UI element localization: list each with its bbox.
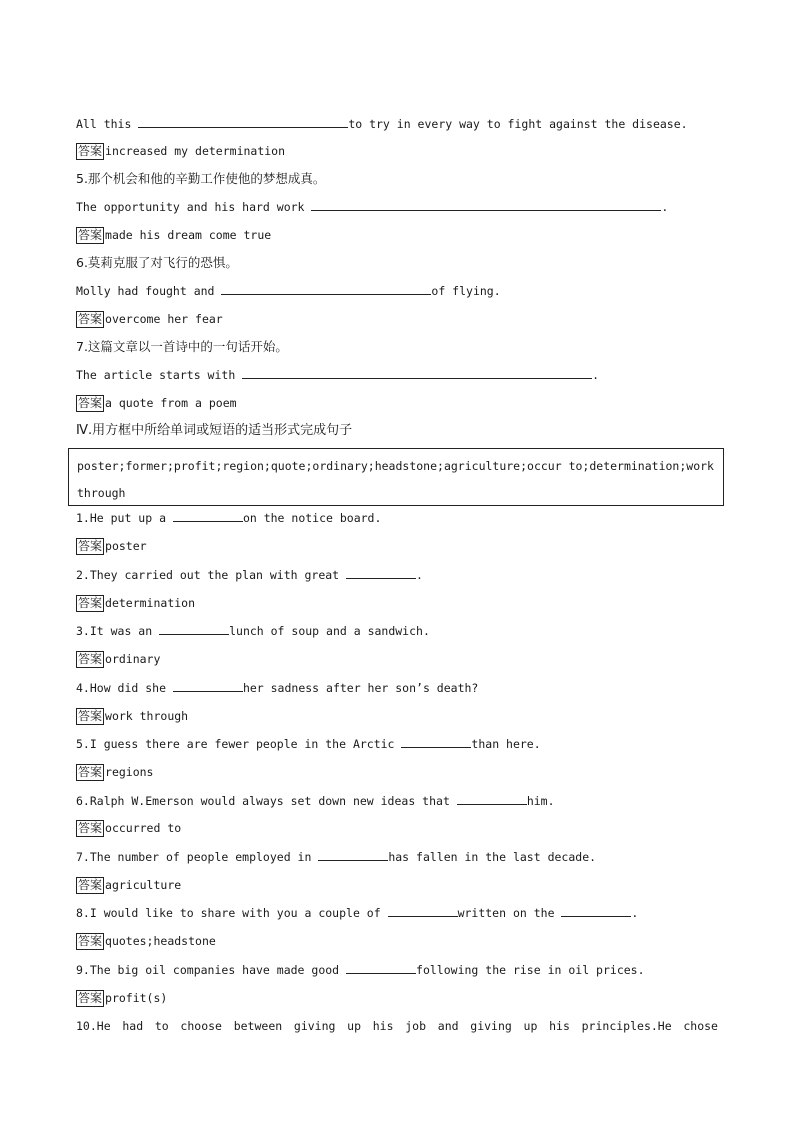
answer-tag: 答案 <box>78 144 103 158</box>
exercise-1-sentence: 1.He put up a on the notice board. <box>76 511 382 525</box>
answer-line: 答案 determination <box>78 596 196 610</box>
answer-blank <box>388 905 458 917</box>
answer-blank <box>138 116 348 128</box>
answer-line: 答案 a quote from a poem <box>78 396 237 410</box>
answer-tag: 答案 <box>78 652 103 666</box>
answer-line: 答案 poster <box>78 539 147 553</box>
question-7-chinese: 7.这篇文章以一首诗中的一句话开始。 <box>76 339 288 354</box>
answer-blank <box>346 567 416 579</box>
exercise-7-sentence: 7.The number of people employed in has fallen in the last decade. <box>76 850 597 864</box>
answer-blank <box>318 849 388 861</box>
answer-blank <box>242 367 592 379</box>
question-6-chinese: 6.莫莉克服了对飞行的恐惧。 <box>76 255 238 270</box>
question-5-chinese: 5.那个机会和他的辛勤工作使他的梦想成真。 <box>76 171 326 186</box>
answer-tag: 答案 <box>78 312 103 326</box>
exercise-10-sentence: 10.He had to choose between giving up his job and giving up his principles.He chose <box>76 1019 718 1033</box>
section-title: Ⅳ.用方框中所给单词或短语的适当形式完成句子 <box>76 423 353 438</box>
answer-tag: 答案 <box>78 934 103 948</box>
question-5-sentence: The opportunity and his hard work . <box>76 200 669 214</box>
answer-line: 答案 work through <box>78 709 189 723</box>
answer-line: 答案 occurred to <box>78 821 182 835</box>
answer-tag: 答案 <box>78 991 103 1005</box>
answer-blank <box>457 793 527 805</box>
question-7-sentence: The article starts with . <box>76 368 600 382</box>
answer-tag: 答案 <box>78 228 103 242</box>
answer-line: 答案 increased my determination <box>78 144 286 158</box>
answer-blank <box>561 905 631 917</box>
answer-tag: 答案 <box>78 709 103 723</box>
answer-blank <box>311 199 661 211</box>
answer-blank <box>346 962 416 974</box>
word-box: poster;former;profit;region;quote;ordinary;headstone;agriculture;occur to;determination;work through <box>68 448 724 506</box>
exercise-4-sentence: 4.How did she her sadness after her son’s death? <box>76 681 479 695</box>
answer-line: 答案 made his dream come true <box>78 228 272 242</box>
exercise-9-sentence: 9.The big oil companies have made good following the rise in oil prices. <box>76 963 645 977</box>
exercise-2-sentence: 2.They carried out the plan with great . <box>76 568 423 582</box>
exercise-5-sentence: 5.I guess there are fewer people in the Arctic than here. <box>76 737 541 751</box>
answer-blank <box>221 283 431 295</box>
answer-tag: 答案 <box>78 878 103 892</box>
answer-line: 答案 overcome her fear <box>78 312 223 326</box>
answer-tag: 答案 <box>78 765 103 779</box>
answer-line: 答案 quotes;headstone <box>78 934 216 948</box>
answer-tag: 答案 <box>78 596 103 610</box>
answer-line: 答案 ordinary <box>78 652 161 666</box>
exercise-3-sentence: 3.It was an lunch of soup and a sandwich. <box>76 624 430 638</box>
answer-tag: 答案 <box>78 821 103 835</box>
exercise-6-sentence: 6.Ralph W.Emerson would always set down new ideas that him. <box>76 794 555 808</box>
answer-line: 答案 agriculture <box>78 878 182 892</box>
question-6-sentence: Molly had fought and of flying. <box>76 284 501 298</box>
answer-line: 答案 regions <box>78 765 154 779</box>
question-4-sentence: All this to try in every way to fight against the disease. <box>76 117 688 131</box>
answer-tag: 答案 <box>78 396 103 410</box>
answer-line: 答案 profit(s) <box>78 991 168 1005</box>
answer-blank <box>401 736 471 748</box>
answer-blank <box>159 623 229 635</box>
answer-blank <box>173 510 243 522</box>
answer-tag: 答案 <box>78 539 103 553</box>
answer-blank <box>173 680 243 692</box>
exercise-8-sentence: 8.I would like to share with you a couple of written on the . <box>76 906 639 920</box>
